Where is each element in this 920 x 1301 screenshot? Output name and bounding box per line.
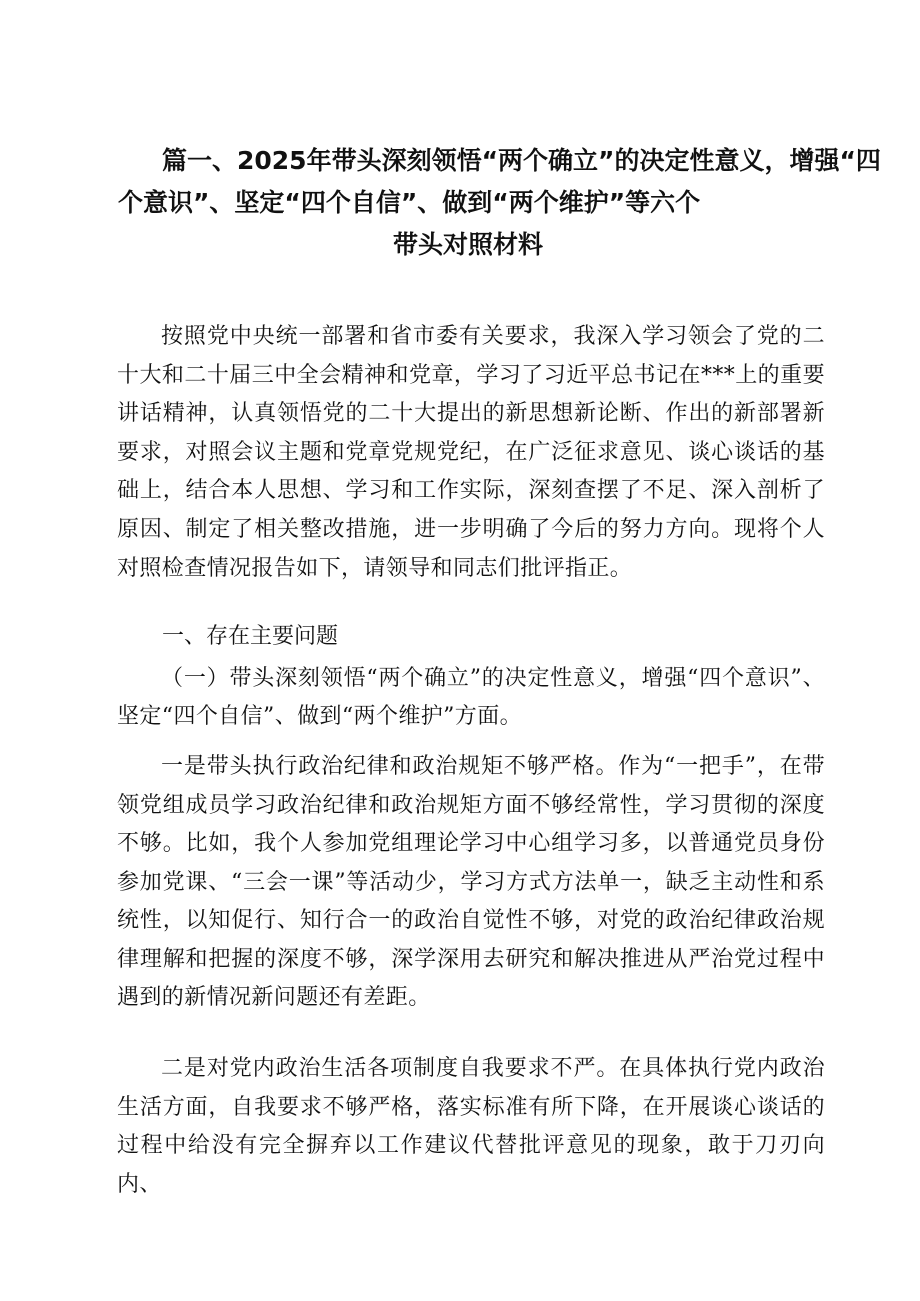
title-line-3: 带头对照材料 — [392, 230, 543, 259]
problem-item-2: 二是对党内政治生活各项制度自我要求不严。在具体执行党内政治生活方面，自我要求不够严格，落实标准有所下降，在开展谈心谈话的过程中给没有完全摒弃以工作建议代替批评意见的现象，敢于刀刃向内、 — [117, 1056, 825, 1197]
section-heading: 一、存在主要问题 — [162, 624, 339, 649]
subsection-heading: （一）带头深刻领悟“两个确立”的决定性意义，增强“四个意识”、坚定“四个自信”、做到“两个维护”方面。 — [117, 666, 825, 729]
title-line-2: 个意识”、坚定“四个自信”、做到“两个维护”等六个 — [118, 188, 701, 217]
problem-item-1: 一是带头执行政治纪律和政治规矩不够严格。作为“一把手”，在带领党组成员学习政治纪律和政治规矩方面不够经常性，学习贯彻的深度不够。比如，我个人参加党组理论学习中心组学习多，以普通党员身份参加党课、“三会一课”等活动少，学习方式方法单一，缺乏主动性和系统性，以知促行、知行合一的政治自觉性不够，对党的政治纪律政治规律理解和把握的深度不够，深学深用去研究和解决推进从严治党过程中遇到的新情况新问题还有差距。 — [117, 754, 825, 1010]
title-line-1: 篇一、2025年带头深刻领悟“两个确立”的决定性意义，增强“四 — [162, 146, 881, 175]
intro-paragraph: 按照党中央统一部署和省市委有关要求，我深入学习领会了党的二十大和二十届三中全会精神和党章，学习了习近平总书记在***上的重要讲话精神，认真领悟党的二十大提出的新思想新论断、作出的新部署新要求，对照会议主题和党章党规党纪，在广泛征求意见、谈心谈话的基础上，结合本人思想、学习和工作实际，深刻查摆了不足、深入剖析了原因、制定了相关整改措施，进一步明确了今后的努力方向。现将个人对照检查情况报告如下，请领导和同志们批评指正。 — [117, 324, 825, 581]
document-title — [118, 140, 881, 266]
